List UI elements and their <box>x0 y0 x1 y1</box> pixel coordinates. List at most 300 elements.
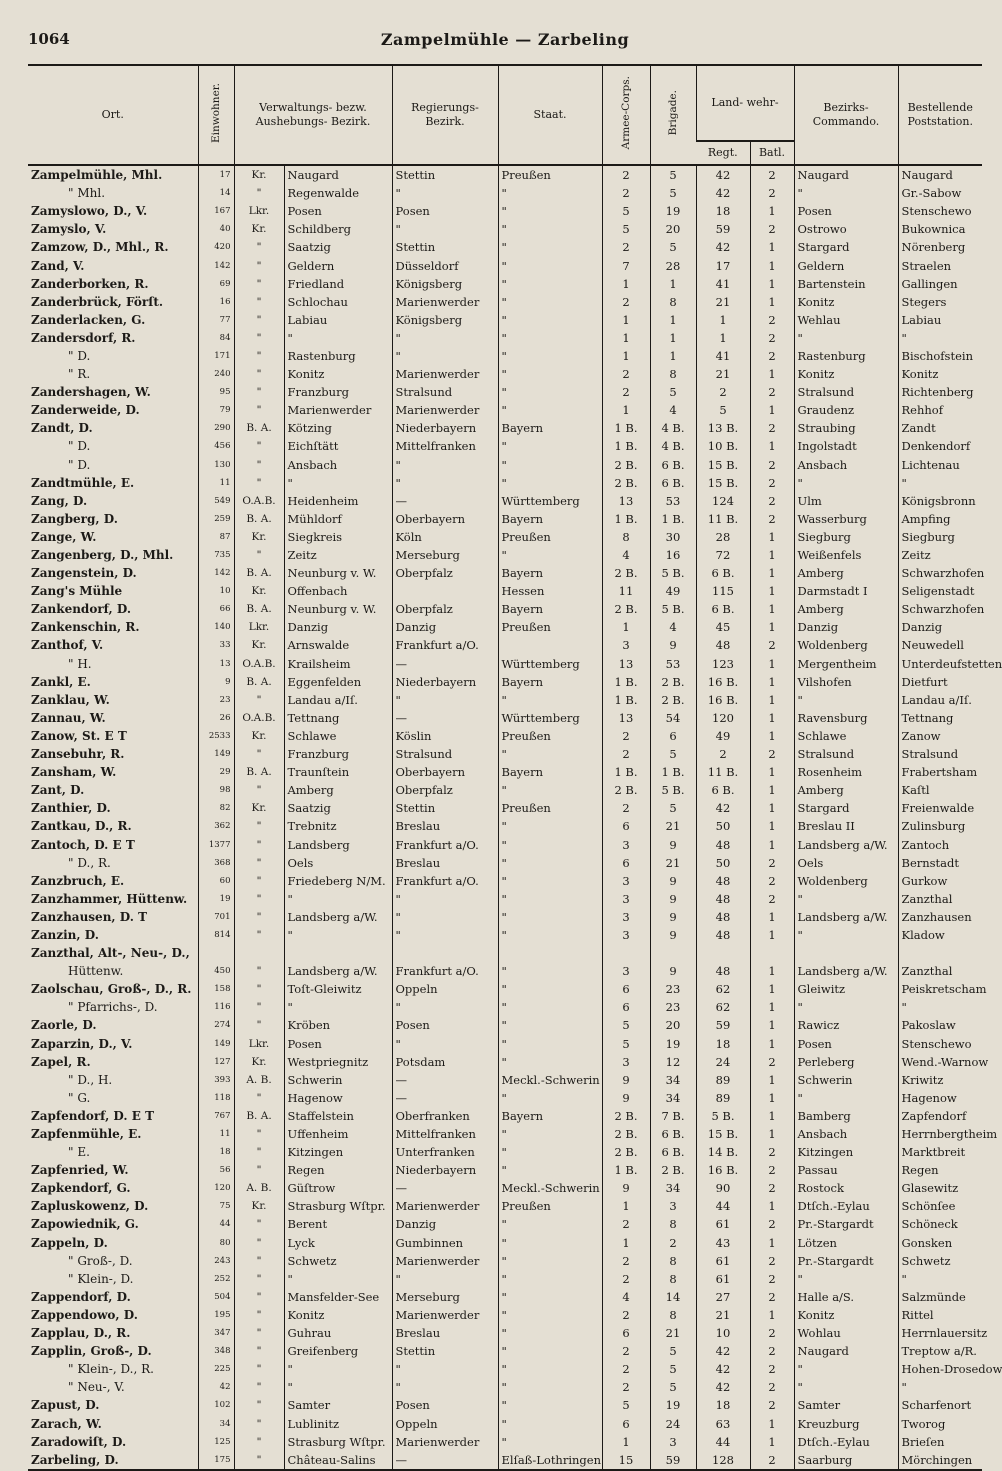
bezirk-type: " <box>234 238 284 256</box>
table-row <box>28 275 982 293</box>
einwohner-cell: 347 <box>198 1324 234 1342</box>
batl-cell: 1 <box>750 564 794 582</box>
staat-cell: " <box>498 437 602 455</box>
verwaltung-cell: Franzburg <box>284 383 392 401</box>
einwohner-cell: 10 <box>198 582 234 600</box>
post-cell: Treptow a/R. <box>898 1342 982 1360</box>
einwohner-cell: 9 <box>198 673 234 691</box>
post-cell: Gurkow <box>898 872 982 890</box>
regt-cell: 10 B. <box>696 437 750 455</box>
verwaltung-cell: Heidenheim <box>284 492 392 510</box>
regt-cell: 15 B. <box>696 474 750 492</box>
post-cell: Zanzthal <box>898 890 982 908</box>
verwaltung-cell: Siegkreis <box>284 528 392 546</box>
staat-cell: Bayern <box>498 510 602 528</box>
einwohner-cell: 456 <box>198 437 234 455</box>
regt-cell: 48 <box>696 636 750 654</box>
einwohner-cell: 171 <box>198 347 234 365</box>
regt-cell: 123 <box>696 655 750 673</box>
commando-cell: Mergentheim <box>794 655 898 673</box>
bezirk-type: " <box>234 184 284 202</box>
regt-cell: 48 <box>696 890 750 908</box>
einwohner-cell: 167 <box>198 202 234 220</box>
batl-cell: 1 <box>750 401 794 419</box>
brigade-cell: 1 B. <box>650 510 696 528</box>
staat-cell: " <box>498 1215 602 1233</box>
einwohner-cell: 56 <box>198 1161 234 1179</box>
armee-cell: 2 <box>602 1270 650 1288</box>
armee-cell: 5 <box>602 220 650 238</box>
brigade-cell: 19 <box>650 1396 696 1414</box>
regt-cell: 124 <box>696 492 750 510</box>
commando-cell: Ostrowo <box>794 220 898 238</box>
verwaltung-cell: Schwetz <box>284 1252 392 1270</box>
regt-cell: 41 <box>696 275 750 293</box>
regierung-cell: Marienwerder <box>392 401 498 419</box>
place-name: Zamzow, D., Mhl., R. <box>31 240 169 255</box>
brigade-cell: 14 <box>650 1288 696 1306</box>
place-name: Zampelmühle, Mhl. <box>31 168 163 183</box>
verwaltung-cell: Saatzig <box>284 238 392 256</box>
einwohner-cell: 735 <box>198 546 234 564</box>
regierung-cell: — <box>392 1089 498 1107</box>
place-name: Zapowiednik, G. <box>31 1217 139 1232</box>
table-row <box>28 618 982 636</box>
batl-cell: 1 <box>750 1125 794 1143</box>
post-cell: Stralsund <box>898 745 982 763</box>
verwaltung-cell: " <box>284 926 392 944</box>
place-name: " Klein-, D., R. <box>68 1362 154 1377</box>
staat-cell: " <box>498 1035 602 1053</box>
regierung-cell: Köln <box>392 528 498 546</box>
regt-cell: 41 <box>696 347 750 365</box>
commando-cell: Amberg <box>794 781 898 799</box>
staat-cell: " <box>498 745 602 763</box>
brigade-cell: 19 <box>650 202 696 220</box>
post-cell: Gr.-Sabow <box>898 184 982 202</box>
commando-cell: Landsberg a/W. <box>794 908 898 926</box>
regt-cell: 45 <box>696 618 750 636</box>
col-brigade: Brigade. <box>650 65 696 165</box>
place-name: Zankl, E. <box>31 674 91 689</box>
staat-cell: " <box>498 1161 602 1179</box>
table-row <box>28 980 982 998</box>
brigade-cell: 21 <box>650 817 696 835</box>
table-row <box>28 1016 982 1034</box>
verwaltung-cell: Arnswalde <box>284 636 392 654</box>
place-name: Zandersdorf, R. <box>31 330 136 345</box>
staat-cell: " <box>498 1053 602 1071</box>
verwaltung-cell: Posen <box>284 1035 392 1053</box>
batl-cell: 2 <box>750 1342 794 1360</box>
armee-cell: 2 <box>602 1252 650 1270</box>
batl-cell: 2 <box>750 383 794 401</box>
armee-cell: 1 <box>602 311 650 329</box>
einwohner-cell: 368 <box>198 854 234 872</box>
post-cell: Ampfing <box>898 510 982 528</box>
batl-cell: 2 <box>750 854 794 872</box>
regierung-cell: Oberbayern <box>392 763 498 781</box>
bezirk-type: O.A.B. <box>234 709 284 727</box>
regierung-cell: Niederbayern <box>392 673 498 691</box>
staat-cell: " <box>498 220 602 238</box>
bezirk-type: " <box>234 1342 284 1360</box>
commando-cell: Stargard <box>794 799 898 817</box>
bezirk-type: " <box>234 872 284 890</box>
batl-cell <box>750 944 794 962</box>
regierung-cell: " <box>392 691 498 709</box>
einwohner-cell: 450 <box>198 962 234 980</box>
commando-cell: Gleiwitz <box>794 980 898 998</box>
table-row <box>28 329 982 347</box>
einwohner-cell: 14 <box>198 184 234 202</box>
regierung-cell: Niederbayern <box>392 1161 498 1179</box>
post-cell: Stenschewo <box>898 1035 982 1053</box>
table-row <box>28 673 982 691</box>
armee-cell: 1 B. <box>602 1161 650 1179</box>
commando-cell: " <box>794 890 898 908</box>
staat-cell: " <box>498 365 602 383</box>
regt-cell: 13 B. <box>696 419 750 437</box>
einwohner-cell: 362 <box>198 817 234 835</box>
armee-cell: 4 <box>602 546 650 564</box>
verwaltung-cell: Tettnang <box>284 709 392 727</box>
armee-cell: 2 B. <box>602 456 650 474</box>
bezirk-type: " <box>234 275 284 293</box>
bezirk-type: " <box>234 474 284 492</box>
brigade-cell: 3 <box>650 1433 696 1451</box>
staat-cell: " <box>498 238 602 256</box>
regt-cell: 42 <box>696 238 750 256</box>
verwaltung-cell: Zeitz <box>284 546 392 564</box>
table-row <box>28 854 982 872</box>
einwohner-cell: 149 <box>198 745 234 763</box>
batl-cell: 2 <box>750 1161 794 1179</box>
post-cell: Königsbronn <box>898 492 982 510</box>
bezirk-type: " <box>234 1288 284 1306</box>
bezirk-type: " <box>234 546 284 564</box>
bezirk-type: " <box>234 926 284 944</box>
armee-cell: 8 <box>602 528 650 546</box>
batl-cell: 1 <box>750 998 794 1016</box>
batl-cell: 1 <box>750 673 794 691</box>
commando-cell: Rosenheim <box>794 763 898 781</box>
regt-cell: 42 <box>696 799 750 817</box>
armee-cell: 5 <box>602 1035 650 1053</box>
commando-cell: Naugard <box>794 165 898 184</box>
post-cell: Denkendorf <box>898 437 982 455</box>
staat-cell: " <box>498 474 602 492</box>
einwohner-cell: 17 <box>198 165 234 184</box>
regt-cell: 42 <box>696 184 750 202</box>
brigade-cell: 4 <box>650 401 696 419</box>
brigade-cell: 5 <box>650 184 696 202</box>
regierung-cell: Breslau <box>392 817 498 835</box>
bezirk-type: " <box>234 293 284 311</box>
bezirk-type: " <box>234 365 284 383</box>
verwaltung-cell: Kitzingen <box>284 1143 392 1161</box>
table-row <box>28 1342 982 1360</box>
regt-cell: 49 <box>696 727 750 745</box>
brigade-cell: 6 <box>650 727 696 745</box>
table-row <box>28 1161 982 1179</box>
commando-cell: Perleberg <box>794 1053 898 1071</box>
commando-cell: " <box>794 474 898 492</box>
verwaltung-cell: Mansfelder-See <box>284 1288 392 1306</box>
place-name: Zantkau, D., R. <box>31 819 132 834</box>
einwohner-cell: 195 <box>198 1306 234 1324</box>
place-name: Zappeln, D. <box>31 1235 108 1250</box>
einwohner-cell: 149 <box>198 1035 234 1053</box>
verwaltung-cell: Regen <box>284 1161 392 1179</box>
bezirk-type: " <box>234 1161 284 1179</box>
brigade-cell: 53 <box>650 492 696 510</box>
regt-cell: 5 B. <box>696 1107 750 1125</box>
post-cell: Dietfurt <box>898 673 982 691</box>
armee-cell: 1 <box>602 618 650 636</box>
verwaltung-cell: Regenwalde <box>284 184 392 202</box>
regt-cell: 72 <box>696 546 750 564</box>
batl-cell: 2 <box>750 419 794 437</box>
place-name: Zand, V. <box>31 258 85 273</box>
armee-cell: 2 <box>602 1378 650 1396</box>
staat-cell: " <box>498 908 602 926</box>
regt-cell: 18 <box>696 202 750 220</box>
place-name: " Klein-, D. <box>68 1271 134 1286</box>
bezirk-type: Lkr. <box>234 618 284 636</box>
commando-cell: Dtſch.-Eylau <box>794 1433 898 1451</box>
verwaltung-cell: " <box>284 1378 392 1396</box>
armee-cell: 13 <box>602 655 650 673</box>
batl-cell: 1 <box>750 763 794 781</box>
regt-cell: 62 <box>696 998 750 1016</box>
verwaltung-cell: Krailsheim <box>284 655 392 673</box>
bezirk-type: " <box>234 962 284 980</box>
place-name: Zandtmühle, E. <box>31 475 135 490</box>
staat-cell: " <box>498 275 602 293</box>
brigade-cell: 12 <box>650 1053 696 1071</box>
table-row <box>28 962 982 980</box>
einwohner-cell: 225 <box>198 1360 234 1378</box>
regt-cell: 89 <box>696 1071 750 1089</box>
staat-cell: " <box>498 256 602 274</box>
brigade-cell: 20 <box>650 220 696 238</box>
post-cell: Schwarzhofen <box>898 564 982 582</box>
table-row <box>28 202 982 220</box>
verwaltung-cell: Konitz <box>284 365 392 383</box>
commando-cell: Pr.-Stargardt <box>794 1252 898 1270</box>
bezirk-type: Kr. <box>234 1053 284 1071</box>
staat-cell <box>498 636 602 654</box>
einwohner-cell: 259 <box>198 510 234 528</box>
staat-cell: " <box>498 1324 602 1342</box>
armee-cell: 1 <box>602 1433 650 1451</box>
page-number: 1064 <box>28 30 70 48</box>
table-row <box>28 817 982 835</box>
table-row <box>28 745 982 763</box>
brigade-cell: 23 <box>650 980 696 998</box>
einwohner-cell: 26 <box>198 709 234 727</box>
table-row <box>28 600 982 618</box>
staat-cell: " <box>498 311 602 329</box>
einwohner-cell: 23 <box>198 691 234 709</box>
post-cell: " <box>898 1270 982 1288</box>
einwohner-cell: 79 <box>198 401 234 419</box>
staat-cell: " <box>498 872 602 890</box>
brigade-cell: 1 B. <box>650 763 696 781</box>
armee-cell: 1 <box>602 329 650 347</box>
verwaltung-cell: Westpriegnitz <box>284 1053 392 1071</box>
brigade-cell: 34 <box>650 1089 696 1107</box>
commando-cell: Bamberg <box>794 1107 898 1125</box>
einwohner-cell: 98 <box>198 781 234 799</box>
verwaltung-cell: Güſtrow <box>284 1179 392 1197</box>
armee-cell: 2 B. <box>602 1143 650 1161</box>
armee-cell: 1 <box>602 275 650 293</box>
bezirk-type <box>234 944 284 962</box>
regierung-cell: — <box>392 709 498 727</box>
armee-cell: 1 B. <box>602 419 650 437</box>
regt-cell: 50 <box>696 854 750 872</box>
staat-cell: " <box>498 962 602 980</box>
col-landwehr: Land- wehr- <box>696 65 794 141</box>
place-name: Zandt, D. <box>31 421 93 436</box>
post-cell: Neuwedell <box>898 636 982 654</box>
regt-cell: 15 B. <box>696 456 750 474</box>
regierung-cell: Oppeln <box>392 1414 498 1432</box>
post-cell: Richtenberg <box>898 383 982 401</box>
verwaltung-cell: Strasburg Wſtpr. <box>284 1197 392 1215</box>
regt-cell: 42 <box>696 165 750 184</box>
commando-cell: Ulm <box>794 492 898 510</box>
staat-cell: " <box>498 1270 602 1288</box>
armee-cell: 2 B. <box>602 474 650 492</box>
commando-cell: Naugard <box>794 1342 898 1360</box>
table-row <box>28 872 982 890</box>
einwohner-cell: 125 <box>198 1433 234 1451</box>
verwaltung-cell: Rastenburg <box>284 347 392 365</box>
bezirk-type: " <box>234 1378 284 1396</box>
regierung-cell: Frankfurt a/O. <box>392 872 498 890</box>
batl-cell: 1 <box>750 600 794 618</box>
brigade-cell: 2 B. <box>650 673 696 691</box>
regt-cell: 6 B. <box>696 564 750 582</box>
armee-cell: 3 <box>602 872 650 890</box>
col-armee: Armee-Corps. <box>602 65 650 165</box>
commando-cell <box>794 944 898 962</box>
table-row <box>28 1378 982 1396</box>
batl-cell: 1 <box>750 582 794 600</box>
verwaltung-cell: Konitz <box>284 1306 392 1324</box>
brigade-cell: 9 <box>650 872 696 890</box>
place-name: Zanderweide, D. <box>31 403 140 418</box>
staat-cell: " <box>498 980 602 998</box>
armee-cell: 1 B. <box>602 763 650 781</box>
brigade-cell: 5 B. <box>650 564 696 582</box>
regierung-cell: Gumbinnen <box>392 1234 498 1252</box>
place-name: Zapluskowenz, D. <box>31 1199 149 1214</box>
regierung-cell: Stralsund <box>392 383 498 401</box>
commando-cell: " <box>794 691 898 709</box>
staat-cell: " <box>498 329 602 347</box>
batl-cell: 2 <box>750 492 794 510</box>
staat-cell: " <box>498 1016 602 1034</box>
verwaltung-cell: Landsberg <box>284 835 392 853</box>
bezirk-type: B. A. <box>234 1107 284 1125</box>
place-name: Zanzhammer, Hüttenw. <box>31 891 188 906</box>
armee-cell: 9 <box>602 1179 650 1197</box>
armee-cell: 15 <box>602 1451 650 1470</box>
regierung-cell: Merseburg <box>392 546 498 564</box>
place-name: " H. <box>68 656 92 671</box>
col-bezirks: Bezirks- Commando. <box>794 65 898 165</box>
verwaltung-cell: Château-Salins <box>284 1451 392 1470</box>
regierung-cell: " <box>392 347 498 365</box>
regierung-cell: " <box>392 998 498 1016</box>
bezirk-type: " <box>234 1324 284 1342</box>
table-row <box>28 763 982 781</box>
regierung-cell: Danzig <box>392 1215 498 1233</box>
armee-cell: 3 <box>602 908 650 926</box>
regierung-cell: " <box>392 1360 498 1378</box>
einwohner-cell: 120 <box>198 1179 234 1197</box>
commando-cell: Ansbach <box>794 1125 898 1143</box>
staat-cell: " <box>498 817 602 835</box>
regierung-cell: Posen <box>392 1016 498 1034</box>
verwaltung-cell: Landsberg a/W. <box>284 908 392 926</box>
table-row <box>28 1035 982 1053</box>
regierung-cell: — <box>392 1179 498 1197</box>
place-name: Zamyslowo, D., V. <box>31 204 148 219</box>
commando-cell: Wasserburg <box>794 510 898 528</box>
post-cell: Glasewitz <box>898 1179 982 1197</box>
verwaltung-cell: Danzig <box>284 618 392 636</box>
regierung-cell: Königsberg <box>392 275 498 293</box>
commando-cell: Ravensburg <box>794 709 898 727</box>
regierung-cell: Stettin <box>392 238 498 256</box>
post-cell: Stegers <box>898 293 982 311</box>
staat-cell: " <box>498 926 602 944</box>
verwaltung-cell: Posen <box>284 202 392 220</box>
bezirk-type: " <box>234 691 284 709</box>
einwohner-cell: 87 <box>198 528 234 546</box>
batl-cell: 1 <box>750 1414 794 1432</box>
post-cell <box>898 944 982 962</box>
verwaltung-cell: " <box>284 1270 392 1288</box>
batl-cell: 2 <box>750 636 794 654</box>
staat-cell: " <box>498 835 602 853</box>
armee-cell: 6 <box>602 817 650 835</box>
table-row <box>28 474 982 492</box>
brigade-cell: 30 <box>650 528 696 546</box>
regt-cell: 115 <box>696 582 750 600</box>
table-row <box>28 1197 982 1215</box>
einwohner-cell: 420 <box>198 238 234 256</box>
regt-cell: 89 <box>696 1089 750 1107</box>
place-name: Zangenstein, D. <box>31 566 137 581</box>
staat-cell: Bayern <box>498 419 602 437</box>
brigade-cell: 3 <box>650 1197 696 1215</box>
post-cell: Siegburg <box>898 528 982 546</box>
armee-cell: 2 <box>602 365 650 383</box>
bezirk-type: " <box>234 456 284 474</box>
staat-cell: Preußen <box>498 528 602 546</box>
table-row <box>28 1143 982 1161</box>
regt-cell: 90 <box>696 1179 750 1197</box>
commando-cell: Woldenberg <box>794 872 898 890</box>
place-name: Zang's Mühle <box>31 584 123 599</box>
bezirk-type: " <box>234 835 284 853</box>
